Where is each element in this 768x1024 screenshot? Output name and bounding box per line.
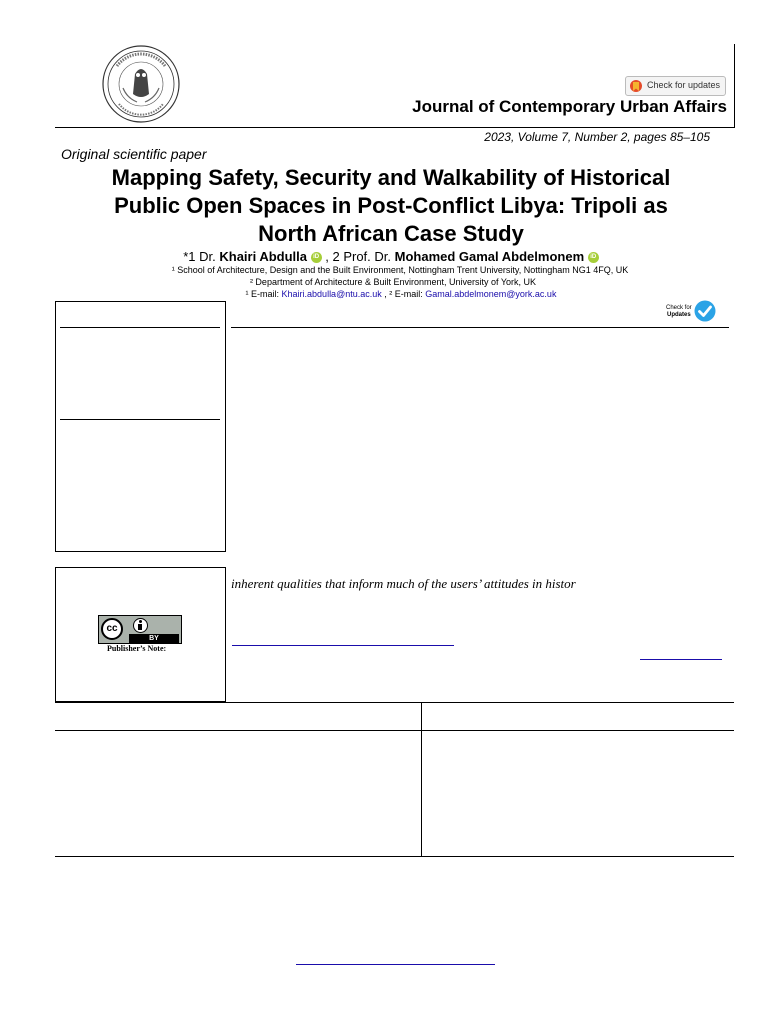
affiliation-1: ¹ School of Architecture, Design and the Built Environment, Nottingham Trent University, Nottingham NG1 4FQ, UK	[171, 265, 629, 275]
author-2-name[interactable]: Mohamed Gamal Abdelmonem	[394, 249, 585, 264]
cc-icon: cc	[101, 618, 123, 640]
orcid-icon[interactable]: iD	[311, 252, 322, 263]
table-top-rule	[55, 702, 734, 703]
journal-name: Journal of Contemporary Urban Affairs	[412, 97, 727, 116]
author-1-prefix: *1 Dr.	[183, 249, 220, 264]
header-vertical-rule	[734, 44, 735, 128]
table-header-rule	[55, 730, 734, 731]
crossmark-check-icon	[694, 300, 716, 322]
affiliation-2: ² Department of Architecture & Built Environment, University of York, UK	[249, 277, 537, 287]
cc-by-badge[interactable]	[98, 615, 182, 644]
license-link-underline-2[interactable]	[640, 659, 722, 660]
crossmark-badge[interactable]	[665, 299, 717, 323]
email-2-link[interactable]: Gamal.abdelmonem@york.ac.uk	[425, 289, 557, 299]
email-1-prefix: ¹ E-mail:	[245, 289, 282, 299]
by-label: BY	[129, 634, 179, 643]
title-line-2: Public Open Spaces in Post-Conflict Libya: Tripoli as	[114, 193, 668, 218]
crossmark-line-1: Check for	[666, 305, 692, 311]
author-separator: ,	[321, 249, 333, 264]
orcid-icon[interactable]: iD	[588, 252, 599, 263]
table-bottom-rule	[55, 856, 734, 857]
title-line-3: North African Case Study	[258, 221, 524, 246]
abstract-rule	[231, 327, 729, 328]
article-info-rule-2	[60, 419, 220, 420]
paper-type: Original scientific paper	[61, 146, 207, 162]
bookmark-icon	[629, 79, 643, 93]
article-info-box	[55, 301, 226, 552]
emails-line	[0, 289, 768, 299]
authors-line	[0, 249, 768, 264]
license-link-underline-1[interactable]	[232, 645, 454, 646]
journal-logo	[97, 44, 185, 124]
email-separator: ,	[381, 289, 390, 299]
journal-seal-icon	[97, 44, 185, 124]
check-for-updates-label: Check for updates	[647, 80, 721, 90]
by-person-icon	[133, 618, 148, 633]
header-rule	[55, 127, 735, 128]
article-info-rule-1	[60, 327, 220, 328]
email-1-link[interactable]: Khairi.abdulla@ntu.ac.uk	[281, 289, 382, 299]
paper-title	[0, 164, 768, 248]
publishers-note: Publisher’s Note:	[107, 644, 167, 653]
footer-link-underline[interactable]	[296, 964, 495, 965]
title-line-1: Mapping Safety, Security and Walkability of Historical	[111, 165, 671, 190]
table-column-divider	[421, 702, 422, 857]
license-body-text: inherent qualities that inform much of the users’ attitudes in histor	[231, 576, 576, 591]
check-for-updates-badge[interactable]	[625, 76, 726, 96]
issue-line: 2023, Volume 7, Number 2, pages 85–105	[484, 130, 710, 144]
author-1-name[interactable]: Khairi Abdulla	[219, 249, 308, 264]
author-2-prefix: 2 Prof. Dr.	[332, 249, 395, 264]
crossmark-line-2: Updates	[667, 312, 691, 318]
email-2-prefix: ² E-mail:	[389, 289, 426, 299]
